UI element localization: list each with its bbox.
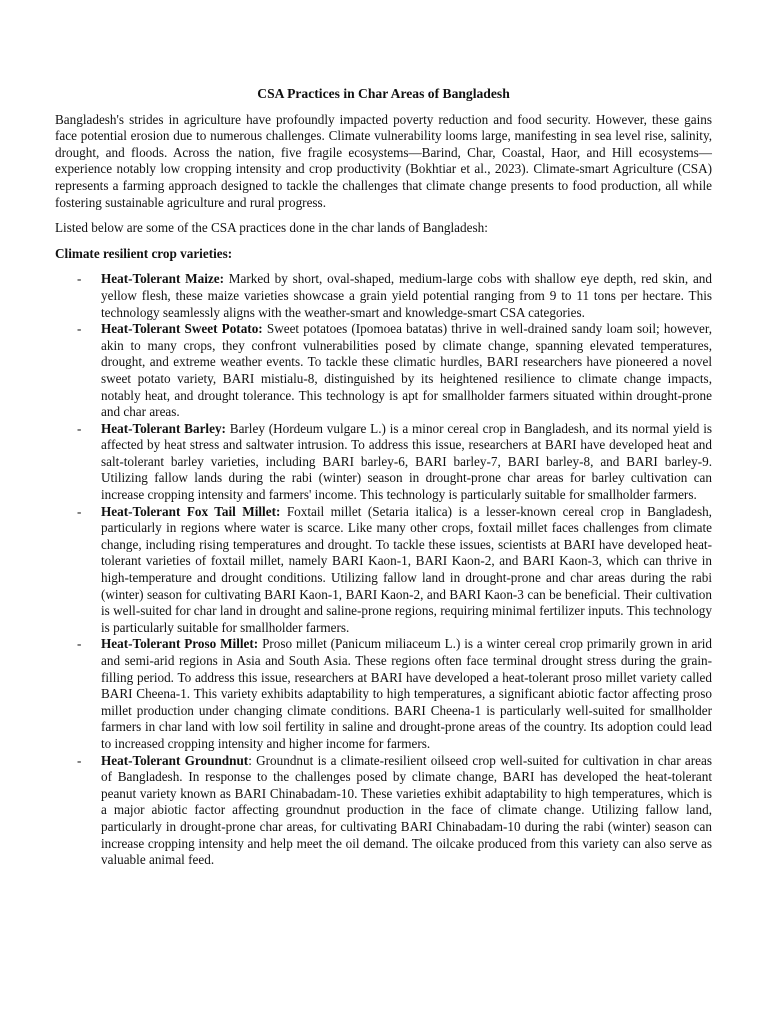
- practice-item: [55, 504, 712, 637]
- practice-item: [55, 636, 712, 752]
- bullet-dash: -: [77, 420, 82, 436]
- practice-name: Heat-Tolerant Sweet Potato:: [101, 321, 263, 337]
- practice-name: Heat-Tolerant Fox Tail Millet:: [101, 503, 281, 519]
- document-title: CSA Practices in Char Areas of Bangladesh: [257, 86, 510, 101]
- practice-name: Heat-Tolerant Barley:: [101, 420, 226, 436]
- practices-list: [55, 271, 712, 868]
- practice-text: Sweet potatoes (Ipomoea batatas) thrive in well-drained sandy loam soil; however, akin to many crops, they confront vulnerabilities posed by climate change, spanning elevated temperatures, drought, and extreme weather events. To tackle these climatic hurdles, BARI researchers have pioneered a novel sweet potato variety, BARI mistialu-8, distinguished by its heightened resilience to climate change impacts, notably heat, and drought tolerance. This technology is apt for smallholder farmers situated within drought-prone and char areas.: [101, 321, 713, 420]
- bullet-dash: -: [77, 503, 82, 519]
- practice-text: Barley (Hordeum vulgare L.) is a minor cereal crop in Bangladesh, and its normal yield is affected by heat stress and saltwater intrusion. To address this issue, researchers at BARI have developed heat and salt-tolerant barley varieties, including BARI barley-6, BARI barley-7, BARI barley-8, and BARI barley-9. Utilizing fallow lands during the rabi (winter) season in drought-prone char areas for barley cultivation can increase cropping intensity and farmers' income. This technology is particularly suitable for smallholder farmers.: [101, 420, 712, 503]
- practice-name: Heat-Tolerant Maize:: [101, 271, 224, 287]
- practice-item: [55, 753, 712, 869]
- practice-name: Heat-Tolerant Groundnut: [101, 752, 249, 768]
- lead-in-paragraph: Listed below are some of the CSA practices done in the char lands of Bangladesh:: [55, 220, 488, 236]
- intro-paragraph: Bangladesh's strides in agriculture have profoundly impacted poverty reduction and food security. However, these gains face potential erosion due to numerous challenges. Climate vulnerability looms large, manifesting in sea level rise, salinity, drought, and floods. Across the nation, five fragile ecosystems—Barind, Char, Coastal, Haor, and Hill ecosystems—experience notably low cropping intensity and crop productivity (Bokhtiar et al., 2023). Climate-smart Agriculture (CSA) represents a farming approach designed to tackle the challenges that climate change presents to food production, all while fostering sustainable agriculture and rural progress.: [55, 111, 712, 210]
- practice-text: Marked by short, oval-shaped, medium-large cobs with shallow eye depth, red skin, and yellow flesh, these maize varieties showcase a grain yield potential ranging from 9 to 11 tons per hectare. This technology seamlessly aligns with the weather-smart and knowledge-smart CSA categories.: [101, 271, 712, 320]
- practice-text: Proso millet (Panicum miliaceum L.) is a winter cereal crop primarily grown in arid and semi-arid regions in Asia and South Asia. These regions often face terminal drought stress during the grain-filling period. To address this issue, researchers at BARI have developed a heat-tolerant proso millet variety called BARI Cheena-1. This variety exhibits adaptability to high temperatures, a significant abiotic factor affecting proso millet production under changing climate conditions. BARI Cheena-1 is particularly well-suited for smallholder farmers in char land with low soil fertility in saline and drought-prone areas of the country. Its adoption could lead to increased cropping intensity and higher income for farmers.: [101, 636, 713, 751]
- practice-item: [55, 421, 712, 504]
- bullet-dash: -: [77, 271, 82, 287]
- practice-text: : Groundnut is a climate-resilient oilseed crop well-suited for cultivation in char areas of Bangladesh. In response to the challenges posed by climate change, BARI has developed the heat-tolerant peanut variety known as BARI Chinabadam-10. These varieties exhibit adaptability to high temperatures, which is a major abiotic factor affecting groundnut production in the face of climate change. Utilizing fallow land, particularly in drought-prone char areas, for cultivating BARI Chinabadam-10 during the rabi (winter) season can increase cropping intensity and help meet the oil demand. The oilcake produced from this variety can also serve as valuable animal feed.: [101, 752, 712, 868]
- bullet-dash: -: [77, 636, 82, 652]
- bullet-dash: -: [77, 321, 82, 337]
- practice-name: Heat-Tolerant Proso Millet:: [101, 636, 259, 652]
- document-page: [55, 86, 712, 869]
- section-heading: Climate resilient crop varieties:: [55, 245, 233, 261]
- practice-item: [55, 321, 712, 421]
- bullet-dash: -: [77, 752, 82, 768]
- practice-text: Foxtail millet (Setaria italica) is a lesser-known cereal crop in Bangladesh, particularly in regions where water is scarce. Like many other crops, foxtail millet faces challenges from climate change, including rising temperatures and drought. To tackle these issues, scientists at BARI have developed heat-tolerant varieties of foxtail millet, namely BARI Kaon-1, BARI Kaon-2, and BARI Kaon-3, which can thrive in high-temperature and drought conditions. Utilizing fallow land in drought-prone and char areas during the rabi (winter) season for cultivating BARI Kaon-1, BARI Kaon-2, and BARI Kaon-3 can be beneficial. Their cultivation is well-suited for char land in drought and saline-prone regions, requiring minimal fertilizer inputs. This technology is particularly suitable for smallholder farmers.: [101, 503, 712, 635]
- practice-item: [55, 271, 712, 321]
